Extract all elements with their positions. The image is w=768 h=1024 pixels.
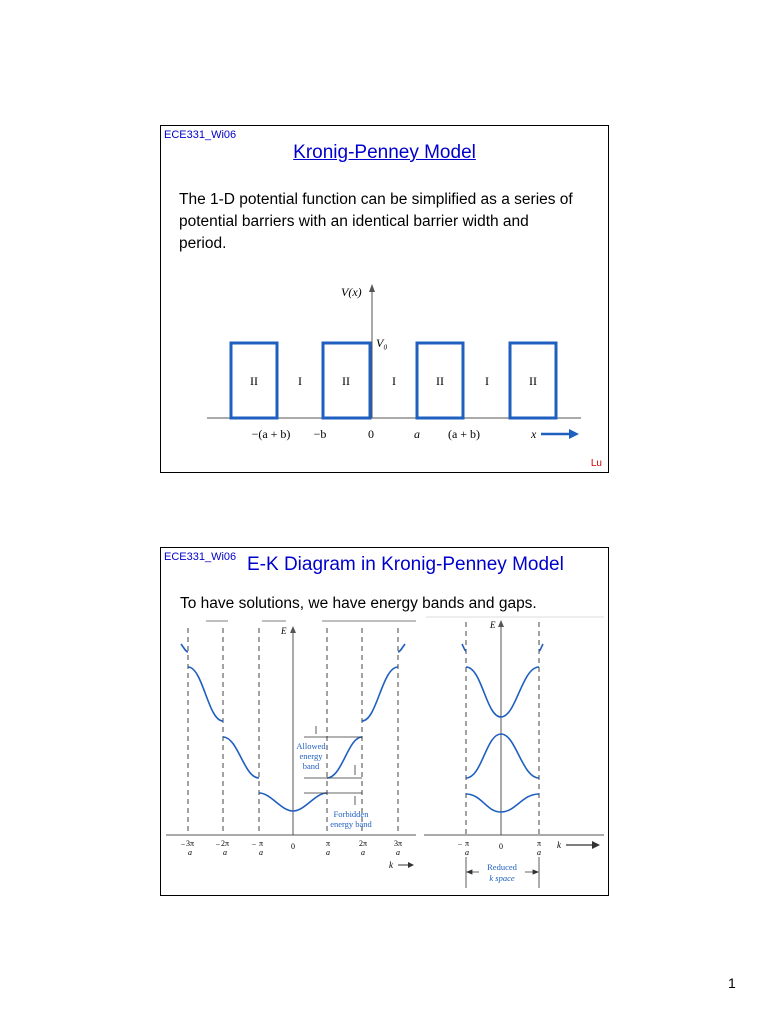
tick-numerator: π bbox=[325, 839, 331, 848]
k-axis-label: k bbox=[557, 840, 561, 850]
band-curve bbox=[539, 644, 543, 651]
slide-kronig-penney bbox=[160, 125, 609, 473]
tick-numerator: 2π bbox=[358, 839, 368, 848]
tick-numerator: 0 bbox=[291, 842, 295, 851]
allowed-band-label: Allowed bbox=[296, 741, 326, 751]
x-tick-label: (a + b) bbox=[447, 427, 481, 441]
slide-body-text: The 1-D potential function can be simplified as a series of potential barriers with an identical barrier width and period. bbox=[179, 191, 573, 252]
tick-denominator: a bbox=[361, 848, 365, 857]
allowed-band-label: energy bbox=[299, 751, 323, 761]
tick-numerator: 0 bbox=[499, 842, 503, 851]
k-direction-arrow-icon bbox=[566, 841, 600, 849]
tick-numerator: 3π bbox=[185, 839, 195, 848]
course-label: ECE331_Wi06 bbox=[164, 129, 237, 141]
slide-title: E-K Diagram in Kronig-Penney Model bbox=[247, 554, 564, 575]
tick-sign: − bbox=[180, 840, 186, 849]
region-label: II bbox=[529, 374, 537, 388]
band-curve bbox=[466, 667, 539, 717]
band-curve bbox=[462, 644, 466, 651]
band-curve bbox=[362, 667, 398, 721]
tick-numerator: π bbox=[536, 839, 542, 848]
x-tick-label: a bbox=[414, 427, 420, 441]
band-curve bbox=[398, 644, 405, 652]
extended-ek-diagram bbox=[166, 620, 424, 890]
tick-denominator: a bbox=[188, 848, 192, 857]
tick-denominator: a bbox=[396, 848, 400, 857]
tick-denominator: a bbox=[537, 848, 541, 857]
potential-barrier-figure bbox=[201, 281, 593, 461]
band-curve bbox=[188, 667, 223, 721]
x-direction-arrow-icon bbox=[541, 429, 579, 439]
region-label: I bbox=[392, 374, 396, 388]
allowed-band-label: band bbox=[302, 761, 320, 771]
tick-sign: − bbox=[251, 840, 257, 849]
k-direction-arrow-icon bbox=[398, 862, 414, 868]
x-axis-label: x bbox=[531, 427, 537, 441]
band-curve bbox=[466, 734, 539, 778]
page-number: 1 bbox=[728, 975, 736, 991]
tick-denominator: a bbox=[326, 848, 330, 857]
region-label: II bbox=[436, 374, 444, 388]
tick-sign: − bbox=[215, 840, 221, 849]
tick-denominator: a bbox=[223, 848, 227, 857]
y-axis-label: V(x) bbox=[341, 285, 362, 299]
x-tick-label: −(a + b) bbox=[251, 427, 291, 441]
x-tick-label: −b bbox=[313, 427, 327, 441]
tick-numerator: π bbox=[464, 839, 470, 848]
region-label: I bbox=[485, 374, 489, 388]
region-label: II bbox=[342, 374, 350, 388]
reduced-k-space-label: k space bbox=[489, 873, 515, 883]
course-label: ECE331_Wi06 bbox=[164, 551, 237, 563]
region-label: II bbox=[250, 374, 258, 388]
band-curve bbox=[181, 644, 188, 652]
tick-sign: − bbox=[457, 840, 463, 849]
author-mark: Lu bbox=[590, 458, 602, 469]
tick-denominator: a bbox=[465, 848, 469, 857]
tick-denominator: a bbox=[259, 848, 263, 857]
tick-numerator: π bbox=[258, 839, 264, 848]
forbidden-band-label: energy band bbox=[330, 819, 372, 829]
k-axis-label: k bbox=[389, 860, 393, 870]
tick-numerator: 3π bbox=[393, 839, 403, 848]
slide-title: Kronig-Penney Model bbox=[293, 142, 476, 163]
v0-label: V₀ bbox=[376, 336, 388, 350]
e-axis-label: E bbox=[490, 620, 496, 630]
region-label: I bbox=[298, 374, 302, 388]
band-curve bbox=[327, 737, 362, 778]
slide-ek-diagram bbox=[160, 547, 609, 896]
band-curve bbox=[466, 794, 539, 812]
slide-body-text: To have solutions, we have energy bands and gaps. bbox=[180, 595, 537, 612]
band-curve bbox=[223, 737, 259, 778]
x-tick-label: 0 bbox=[368, 427, 374, 441]
reduced-k-space-label: Reduced bbox=[487, 862, 517, 872]
reduced-ek-diagram bbox=[424, 616, 606, 891]
e-axis-label: E bbox=[281, 626, 287, 636]
tick-numerator: 2π bbox=[220, 839, 230, 848]
forbidden-band-label: Forbidden bbox=[333, 809, 369, 819]
